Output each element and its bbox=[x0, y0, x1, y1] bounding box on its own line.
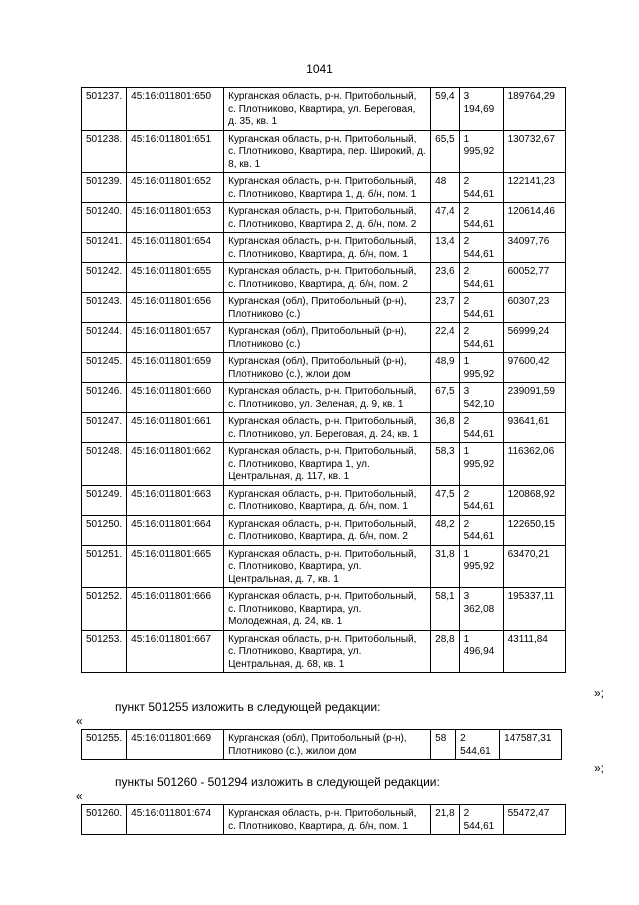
table-row bbox=[82, 730, 562, 760]
record-number-cell: 501237. bbox=[82, 88, 127, 131]
table-row bbox=[82, 485, 566, 515]
area-cell: 58,1 bbox=[431, 588, 459, 631]
table-row bbox=[82, 263, 566, 293]
table-row bbox=[82, 353, 566, 383]
rate-cell: 2 544,61 bbox=[459, 323, 503, 353]
address-cell: Курганская область, р-н. Притобольный, с. Плотниково, Квартира, ул. Центральная, д. 7, кв. 1 bbox=[224, 545, 431, 588]
rate-cell: 2 544,61 bbox=[459, 263, 503, 293]
record-number-cell: 501240. bbox=[82, 203, 127, 233]
area-cell: 59,4 bbox=[431, 88, 459, 131]
cadastral-number-cell: 45:16:011801:651 bbox=[127, 130, 224, 173]
record-number-cell: 501255. bbox=[82, 730, 127, 760]
cadastral-number-cell: 45:16:011801:652 bbox=[127, 173, 224, 203]
address-cell: Курганская область, р-н. Притобольный, с. Плотниково, ул. Зеленая, д. 9, кв. 1 bbox=[224, 383, 431, 413]
cadastral-number-cell: 45:16:011801:669 bbox=[127, 730, 224, 760]
table-row bbox=[82, 383, 566, 413]
rate-cell: 1 496,94 bbox=[459, 630, 503, 673]
rate-cell: 1 995,92 bbox=[459, 545, 503, 588]
value-cell: 120868,92 bbox=[503, 485, 565, 515]
record-number-cell: 501253. bbox=[82, 630, 127, 673]
table-row bbox=[82, 413, 566, 443]
cadastral-number-cell: 45:16:011801:660 bbox=[127, 383, 224, 413]
address-cell: Курганская область, р-н. Притобольный, с. Плотниково, Квартира, ул. Молодежная, д. 24, кв. 1 bbox=[224, 588, 431, 631]
rate-cell: 2 544,61 bbox=[459, 805, 503, 835]
record-number-cell: 501238. bbox=[82, 130, 127, 173]
value-cell: 63470,21 bbox=[503, 545, 565, 588]
value-cell: 60052,77 bbox=[503, 263, 565, 293]
area-cell: 23,7 bbox=[431, 293, 459, 323]
table-row bbox=[82, 805, 566, 835]
address-cell: Курганская область, р-н. Притобольный, с. Плотниково, Квартира, д. б/н, пом. 2 bbox=[224, 515, 431, 545]
area-cell: 58 bbox=[431, 730, 456, 760]
area-cell: 47,5 bbox=[431, 485, 459, 515]
table-row bbox=[82, 630, 566, 673]
rate-cell: 3 362,08 bbox=[459, 588, 503, 631]
rate-cell: 2 544,61 bbox=[459, 413, 503, 443]
area-cell: 47,4 bbox=[431, 203, 459, 233]
record-number-cell: 501249. bbox=[82, 485, 127, 515]
record-number-cell: 501247. bbox=[82, 413, 127, 443]
rate-cell: 2 544,61 bbox=[456, 730, 500, 760]
record-number-cell: 501245. bbox=[82, 353, 127, 383]
page-number: 1041 bbox=[306, 62, 333, 76]
registry-table-second bbox=[81, 729, 562, 760]
cadastral-number-cell: 45:16:011801:664 bbox=[127, 515, 224, 545]
cadastral-number-cell: 45:16:011801:663 bbox=[127, 485, 224, 515]
address-cell: Курганская область, р-н. Притобольный, с. Плотниково, Квартира, ул. Береговая, д. 35, кв. 1 bbox=[224, 88, 431, 131]
record-number-cell: 501251. bbox=[82, 545, 127, 588]
cadastral-number-cell: 45:16:011801:674 bbox=[127, 805, 224, 835]
address-cell: Курганская область, р-н. Притобольный, с. Плотниково, Квартира, д. б/н, пом. 1 bbox=[224, 805, 431, 835]
value-cell: 120614,46 bbox=[503, 203, 565, 233]
address-cell: Курганская область, р-н. Притобольный, с. Плотниково, Квартира, д. б/н, пом. 2 bbox=[224, 263, 431, 293]
table-row bbox=[82, 588, 566, 631]
table-row bbox=[82, 233, 566, 263]
value-cell: 122650,15 bbox=[503, 515, 565, 545]
cadastral-number-cell: 45:16:011801:657 bbox=[127, 323, 224, 353]
address-cell: Курганская область, р-н. Притобольный, с. Плотниково, Квартира 2, д. б/н, пом. 2 bbox=[224, 203, 431, 233]
value-cell: 93641,61 bbox=[503, 413, 565, 443]
opening-quote: « bbox=[76, 714, 83, 728]
table-row bbox=[82, 173, 566, 203]
address-cell: Курганская (обл), Притобольный (р-н), Плотниково (с.) bbox=[224, 293, 431, 323]
area-cell: 31,8 bbox=[431, 545, 459, 588]
table-row bbox=[82, 203, 566, 233]
area-cell: 48,9 bbox=[431, 353, 459, 383]
address-cell: Курганская (обл), Притобольный (р-н), Плотниково (с.), жилои дом bbox=[224, 730, 431, 760]
value-cell: 130732,67 bbox=[503, 130, 565, 173]
cadastral-number-cell: 45:16:011801:654 bbox=[127, 233, 224, 263]
area-cell: 65,5 bbox=[431, 130, 459, 173]
rate-cell: 1 995,92 bbox=[459, 353, 503, 383]
rate-cell: 2 544,61 bbox=[459, 293, 503, 323]
address-cell: Курганская область, р-н. Притобольный, с. Плотниково, Квартира, д. б/н, пом. 1 bbox=[224, 233, 431, 263]
cadastral-number-cell: 45:16:011801:667 bbox=[127, 630, 224, 673]
value-cell: 34097,76 bbox=[503, 233, 565, 263]
area-cell: 23,6 bbox=[431, 263, 459, 293]
rate-cell: 2 544,61 bbox=[459, 515, 503, 545]
record-number-cell: 501246. bbox=[82, 383, 127, 413]
cadastral-number-cell: 45:16:011801:650 bbox=[127, 88, 224, 131]
value-cell: 60307,23 bbox=[503, 293, 565, 323]
table-row bbox=[82, 545, 566, 588]
opening-quote: « bbox=[76, 789, 83, 803]
table-row bbox=[82, 130, 566, 173]
record-number-cell: 501239. bbox=[82, 173, 127, 203]
value-cell: 116362,06 bbox=[503, 443, 565, 486]
value-cell: 97600,42 bbox=[503, 353, 565, 383]
address-cell: Курганская область, р-н. Притобольный, с. Плотниково, Квартира, д. б/н, пом. 1 bbox=[224, 485, 431, 515]
registry-table-main bbox=[81, 87, 566, 673]
value-cell: 147587,31 bbox=[500, 730, 562, 760]
value-cell: 56999,24 bbox=[503, 323, 565, 353]
address-cell: Курганская область, р-н. Притобольный, с. Плотниково, Квартира, ул. Центральная, д. 68, кв. 1 bbox=[224, 630, 431, 673]
instruction-paragraph: пункт 501255 изложить в следующей редакции: bbox=[115, 700, 381, 714]
record-number-cell: 501243. bbox=[82, 293, 127, 323]
record-number-cell: 501244. bbox=[82, 323, 127, 353]
cadastral-number-cell: 45:16:011801:656 bbox=[127, 293, 224, 323]
record-number-cell: 501248. bbox=[82, 443, 127, 486]
table-row bbox=[82, 88, 566, 131]
rate-cell: 2 544,61 bbox=[459, 485, 503, 515]
area-cell: 48,2 bbox=[431, 515, 459, 545]
record-number-cell: 501250. bbox=[82, 515, 127, 545]
registry-table-third bbox=[81, 804, 566, 835]
address-cell: Курганская область, р-н. Притобольный, с. Плотниково, ул. Береговая, д. 24, кв. 1 bbox=[224, 413, 431, 443]
address-cell: Курганская область, р-н. Притобольный, с. Плотниково, Квартира, пер. Широкий, д. 8, кв. 1 bbox=[224, 130, 431, 173]
value-cell: 195337,11 bbox=[503, 588, 565, 631]
area-cell: 36,8 bbox=[431, 413, 459, 443]
record-number-cell: 501242. bbox=[82, 263, 127, 293]
rate-cell: 1 995,92 bbox=[459, 130, 503, 173]
rate-cell: 1 995,92 bbox=[459, 443, 503, 486]
area-cell: 28,8 bbox=[431, 630, 459, 673]
area-cell: 48 bbox=[431, 173, 459, 203]
value-cell: 239091,59 bbox=[503, 383, 565, 413]
cadastral-number-cell: 45:16:011801:655 bbox=[127, 263, 224, 293]
record-number-cell: 501260. bbox=[82, 805, 127, 835]
cadastral-number-cell: 45:16:011801:653 bbox=[127, 203, 224, 233]
address-cell: Курганская область, р-н. Притобольный, с. Плотниково, Квартира 1, ул. Центральная, д. 117, кв. 1 bbox=[224, 443, 431, 486]
cadastral-number-cell: 45:16:011801:659 bbox=[127, 353, 224, 383]
address-cell: Курганская (обл), Притобольный (р-н), Плотниково (с.), жлои дом bbox=[224, 353, 431, 383]
instruction-paragraph: пункты 501260 - 501294 изложить в следующей редакции: bbox=[115, 775, 440, 789]
cadastral-number-cell: 45:16:011801:661 bbox=[127, 413, 224, 443]
table-row bbox=[82, 515, 566, 545]
cadastral-number-cell: 45:16:011801:666 bbox=[127, 588, 224, 631]
cadastral-number-cell: 45:16:011801:665 bbox=[127, 545, 224, 588]
area-cell: 21,8 bbox=[431, 805, 459, 835]
address-cell: Курганская (обл), Притобольный (р-н), Плотниково (с.) bbox=[224, 323, 431, 353]
value-cell: 43111,84 bbox=[503, 630, 565, 673]
record-number-cell: 501252. bbox=[82, 588, 127, 631]
area-cell: 67,5 bbox=[431, 383, 459, 413]
area-cell: 58,3 bbox=[431, 443, 459, 486]
record-number-cell: 501241. bbox=[82, 233, 127, 263]
value-cell: 122141,23 bbox=[503, 173, 565, 203]
area-cell: 13,4 bbox=[431, 233, 459, 263]
cadastral-number-cell: 45:16:011801:662 bbox=[127, 443, 224, 486]
table-row bbox=[82, 323, 566, 353]
closing-quote: »; bbox=[593, 761, 604, 775]
rate-cell: 2 544,61 bbox=[459, 203, 503, 233]
value-cell: 189764,29 bbox=[503, 88, 565, 131]
closing-quote: »; bbox=[593, 686, 604, 700]
table-row bbox=[82, 293, 566, 323]
value-cell: 55472,47 bbox=[503, 805, 565, 835]
rate-cell: 3 194,69 bbox=[459, 88, 503, 131]
rate-cell: 3 542,10 bbox=[459, 383, 503, 413]
table-row bbox=[82, 443, 566, 486]
address-cell: Курганская область, р-н. Притобольный, с. Плотниково, Квартира 1, д. б/н, пом. 1 bbox=[224, 173, 431, 203]
rate-cell: 2 544,61 bbox=[459, 233, 503, 263]
area-cell: 22,4 bbox=[431, 323, 459, 353]
rate-cell: 2 544,61 bbox=[459, 173, 503, 203]
